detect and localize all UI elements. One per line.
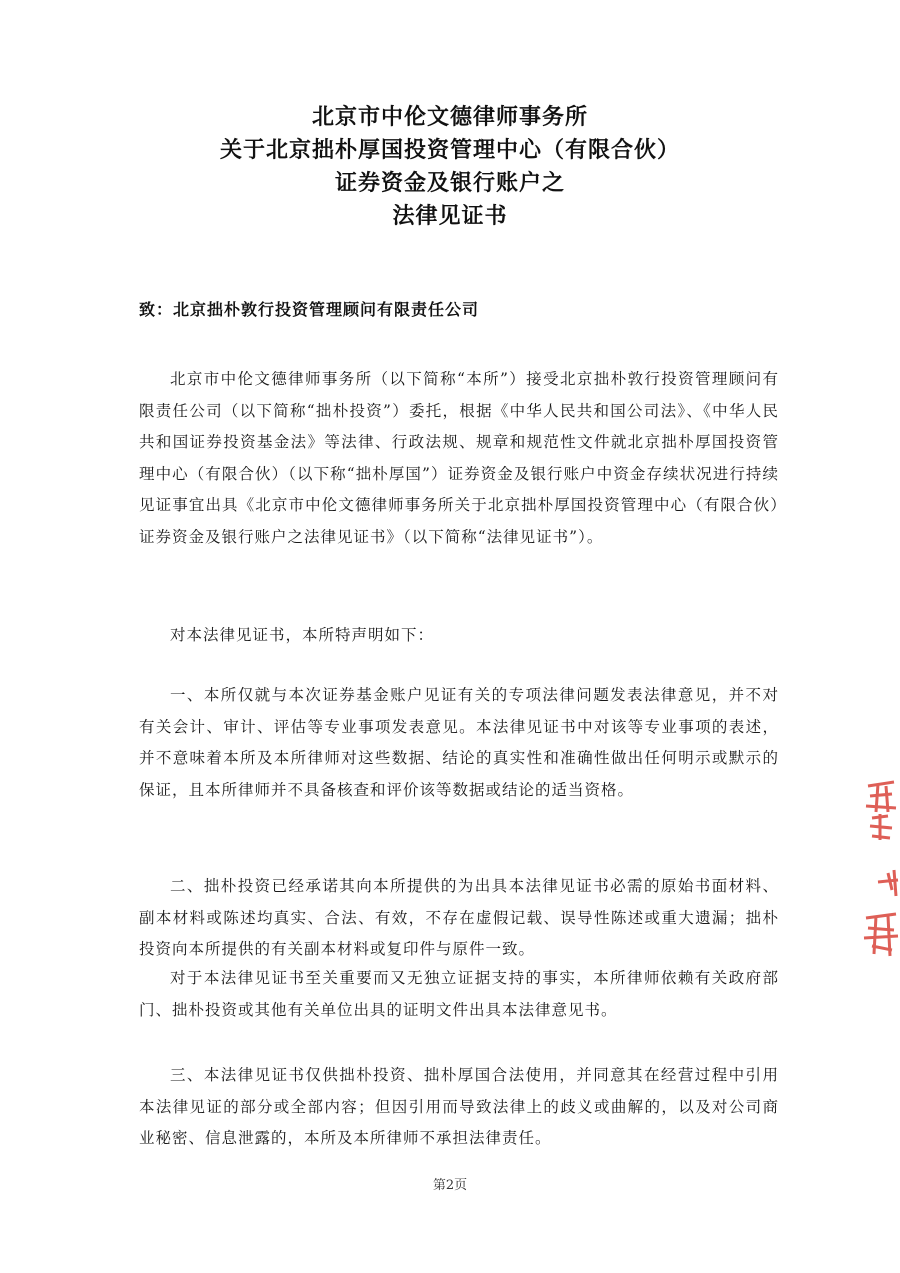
title-line-4: 法律见证书 — [392, 204, 508, 229]
paragraph-item-2: 二、拙朴投资已经承诺其向本所提供的为出具本法律见证书必需的原始书面材料、副本材料或陈述均真实、合法、有效，不存在虚假记载、误导性陈述或重大遗漏；拙朴投资向本所提供的有关副本材料或复印件与原件一致。 — [139, 877, 779, 958]
paragraph-declaration-lead: 对本法律见证书，本所特声明如下： — [170, 626, 435, 644]
paragraph-item-1: 一、本所仅就与本次证券基金账户见证有关的专项法律问题发表法律意见，并不对有关会计、审计、评估等专业事项发表意见。本法律见证书中对该等专业事项的表述，并不意味着本所及本所律师对这些数据、结论的真实性和准确性做出任何明示或默示的保证，且本所律师并不具备核查和评价该等数据或结论的适当资格。 — [139, 686, 779, 799]
addressee: 致：北京拙朴敦行投资管理顾问有限责任公司 — [139, 300, 480, 319]
document-title — [0, 101, 900, 233]
title-line-1: 北京市中伦文德律师事务所 — [311, 105, 588, 130]
paragraph-intro: 北京市中伦文德律师事务所（以下简称“本所”）接受北京拙朴敦行投资管理顾问有限责任公司（以下简称“拙朴投资”）委托，根据《中华人民共和国公司法》、《中华人民共和国证券投资基金法》等法律、行政法规、规章和规范性文件就北京拙朴厚国投资管理中心（有限合伙）（以下称“拙朴厚国”）证券资金及银行账户中资金存续状况进行持续见证事宜出具《北京市中伦文德律师事务所关于北京拙朴厚国投资管理中心（有限合伙）证券资金及银行账户之法律见证书》（以下简称“法律见证书”）。 — [139, 370, 779, 546]
title-line-3: 证券资金及银行账户之 — [334, 171, 565, 196]
seal-stamp-icon — [858, 778, 900, 963]
paragraph-item-3: 三、本法律见证书仅供拙朴投资、拙朴厚国合法使用，并同意其在经营过程中引用本法律见证的部分或全部内容；但因引用而导致法律上的歧义或曲解的，以及对公司商业秘密、信息泄露的，本所及本所律师不承担法律责任。 — [139, 1066, 779, 1147]
paragraph-item-2-continued: 对于本法律见证书至关重要而又无独立证据支持的事实，本所律师依赖有关政府部门、拙朴投资或其他有关单位出具的证明文件出具本法律意见书。 — [139, 969, 779, 1019]
title-line-2: 关于北京拙朴厚国投资管理中心（有限合伙） — [219, 138, 680, 163]
page-number: 第2页 — [432, 1178, 468, 1193]
